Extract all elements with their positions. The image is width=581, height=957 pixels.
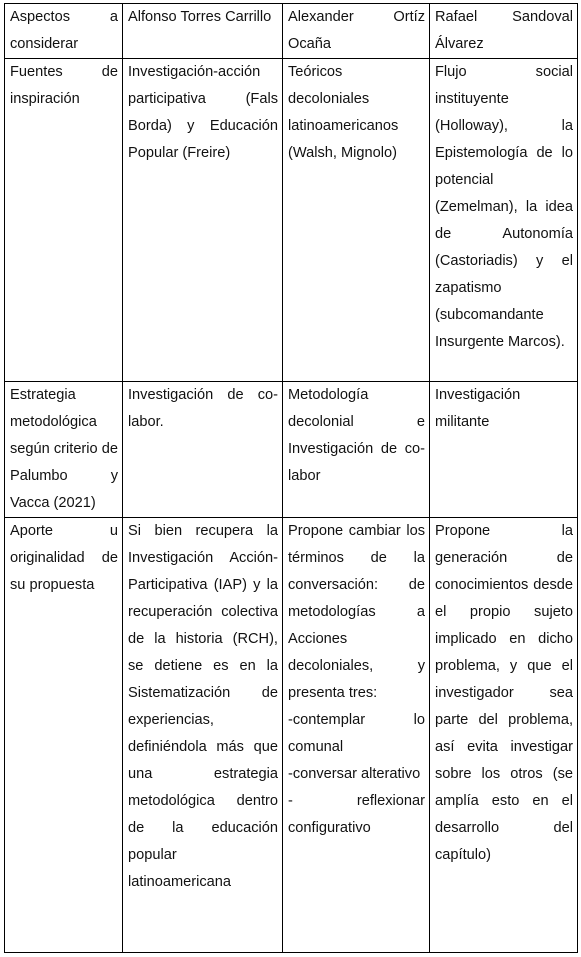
header-cell-aspects: Aspectos a considerar [5, 4, 123, 59]
header-cell-ortiz: Alexander Ortíz Ocaña [283, 4, 430, 59]
table-row [5, 382, 578, 518]
table-cell-sandoval: Propone la generación de conocimientos desde el propio sujeto implicado en dicho problema, y que el investigador sea parte del problema, así evita investigar sobre los otros (se amplía esto en el desarrollo del capítulo) [430, 518, 578, 953]
header-cell-torres: Alfonso Torres Carrillo [123, 4, 283, 59]
table-cell-aspect: Fuentes de inspiración [5, 59, 123, 382]
table-cell-aspect: Aporte u originalidad de su propuesta [5, 518, 123, 953]
table-cell-torres: Si bien recupera la Investigación Acción-Participativa (IAP) y la recuperación colectiva de la historia (RCH), se detiene es en la Sistematización de experiencias, definiéndola más que una estrategia metodológica dentro de la educación popular latinoamericana [123, 518, 283, 953]
ortiz-action-item: -contemplar lo comunal [288, 712, 425, 755]
table-cell-aspect: Estrategia metodológica según criterio de Palumbo y Vacca (2021) [5, 382, 123, 518]
table-row [5, 59, 578, 382]
table-cell-sandoval: Flujo social instituyente (Holloway), la Epistemología de lo potencial (Zemelman), la idea de Autonomía (Castoriadis) y el zapatismo (subcomandante Insurgente Marcos). [430, 59, 578, 382]
table-cell-sandoval: Investigación militante [430, 382, 578, 518]
ortiz-action-item: - reflexionar configurativo [288, 793, 425, 836]
table-cell-ortiz: Teóricos decoloniales latinoamericanos (Walsh, Mignolo) [283, 59, 430, 382]
table-cell-torres: Investigación de co-labor. [123, 382, 283, 518]
header-cell-sandoval: Rafael Sandoval Álvarez [430, 4, 578, 59]
comparison-table [4, 3, 578, 953]
table-cell-ortiz [283, 518, 430, 953]
ortiz-action-item: -conversar alterativo [288, 766, 421, 782]
table-cell-ortiz: Metodología decolonial e Investigación de co-labor [283, 382, 430, 518]
ortiz-intro-text: Propone cambiar los términos de la conversación: de metodologías a Acciones decoloniales, y presenta tres: [288, 523, 425, 701]
table-cell-torres: Investigación-acción participativa (Fals Borda) y Educación Popular (Freire) [123, 59, 283, 382]
table-row [5, 518, 578, 953]
table-header-row [5, 4, 578, 59]
document-page [4, 3, 577, 952]
